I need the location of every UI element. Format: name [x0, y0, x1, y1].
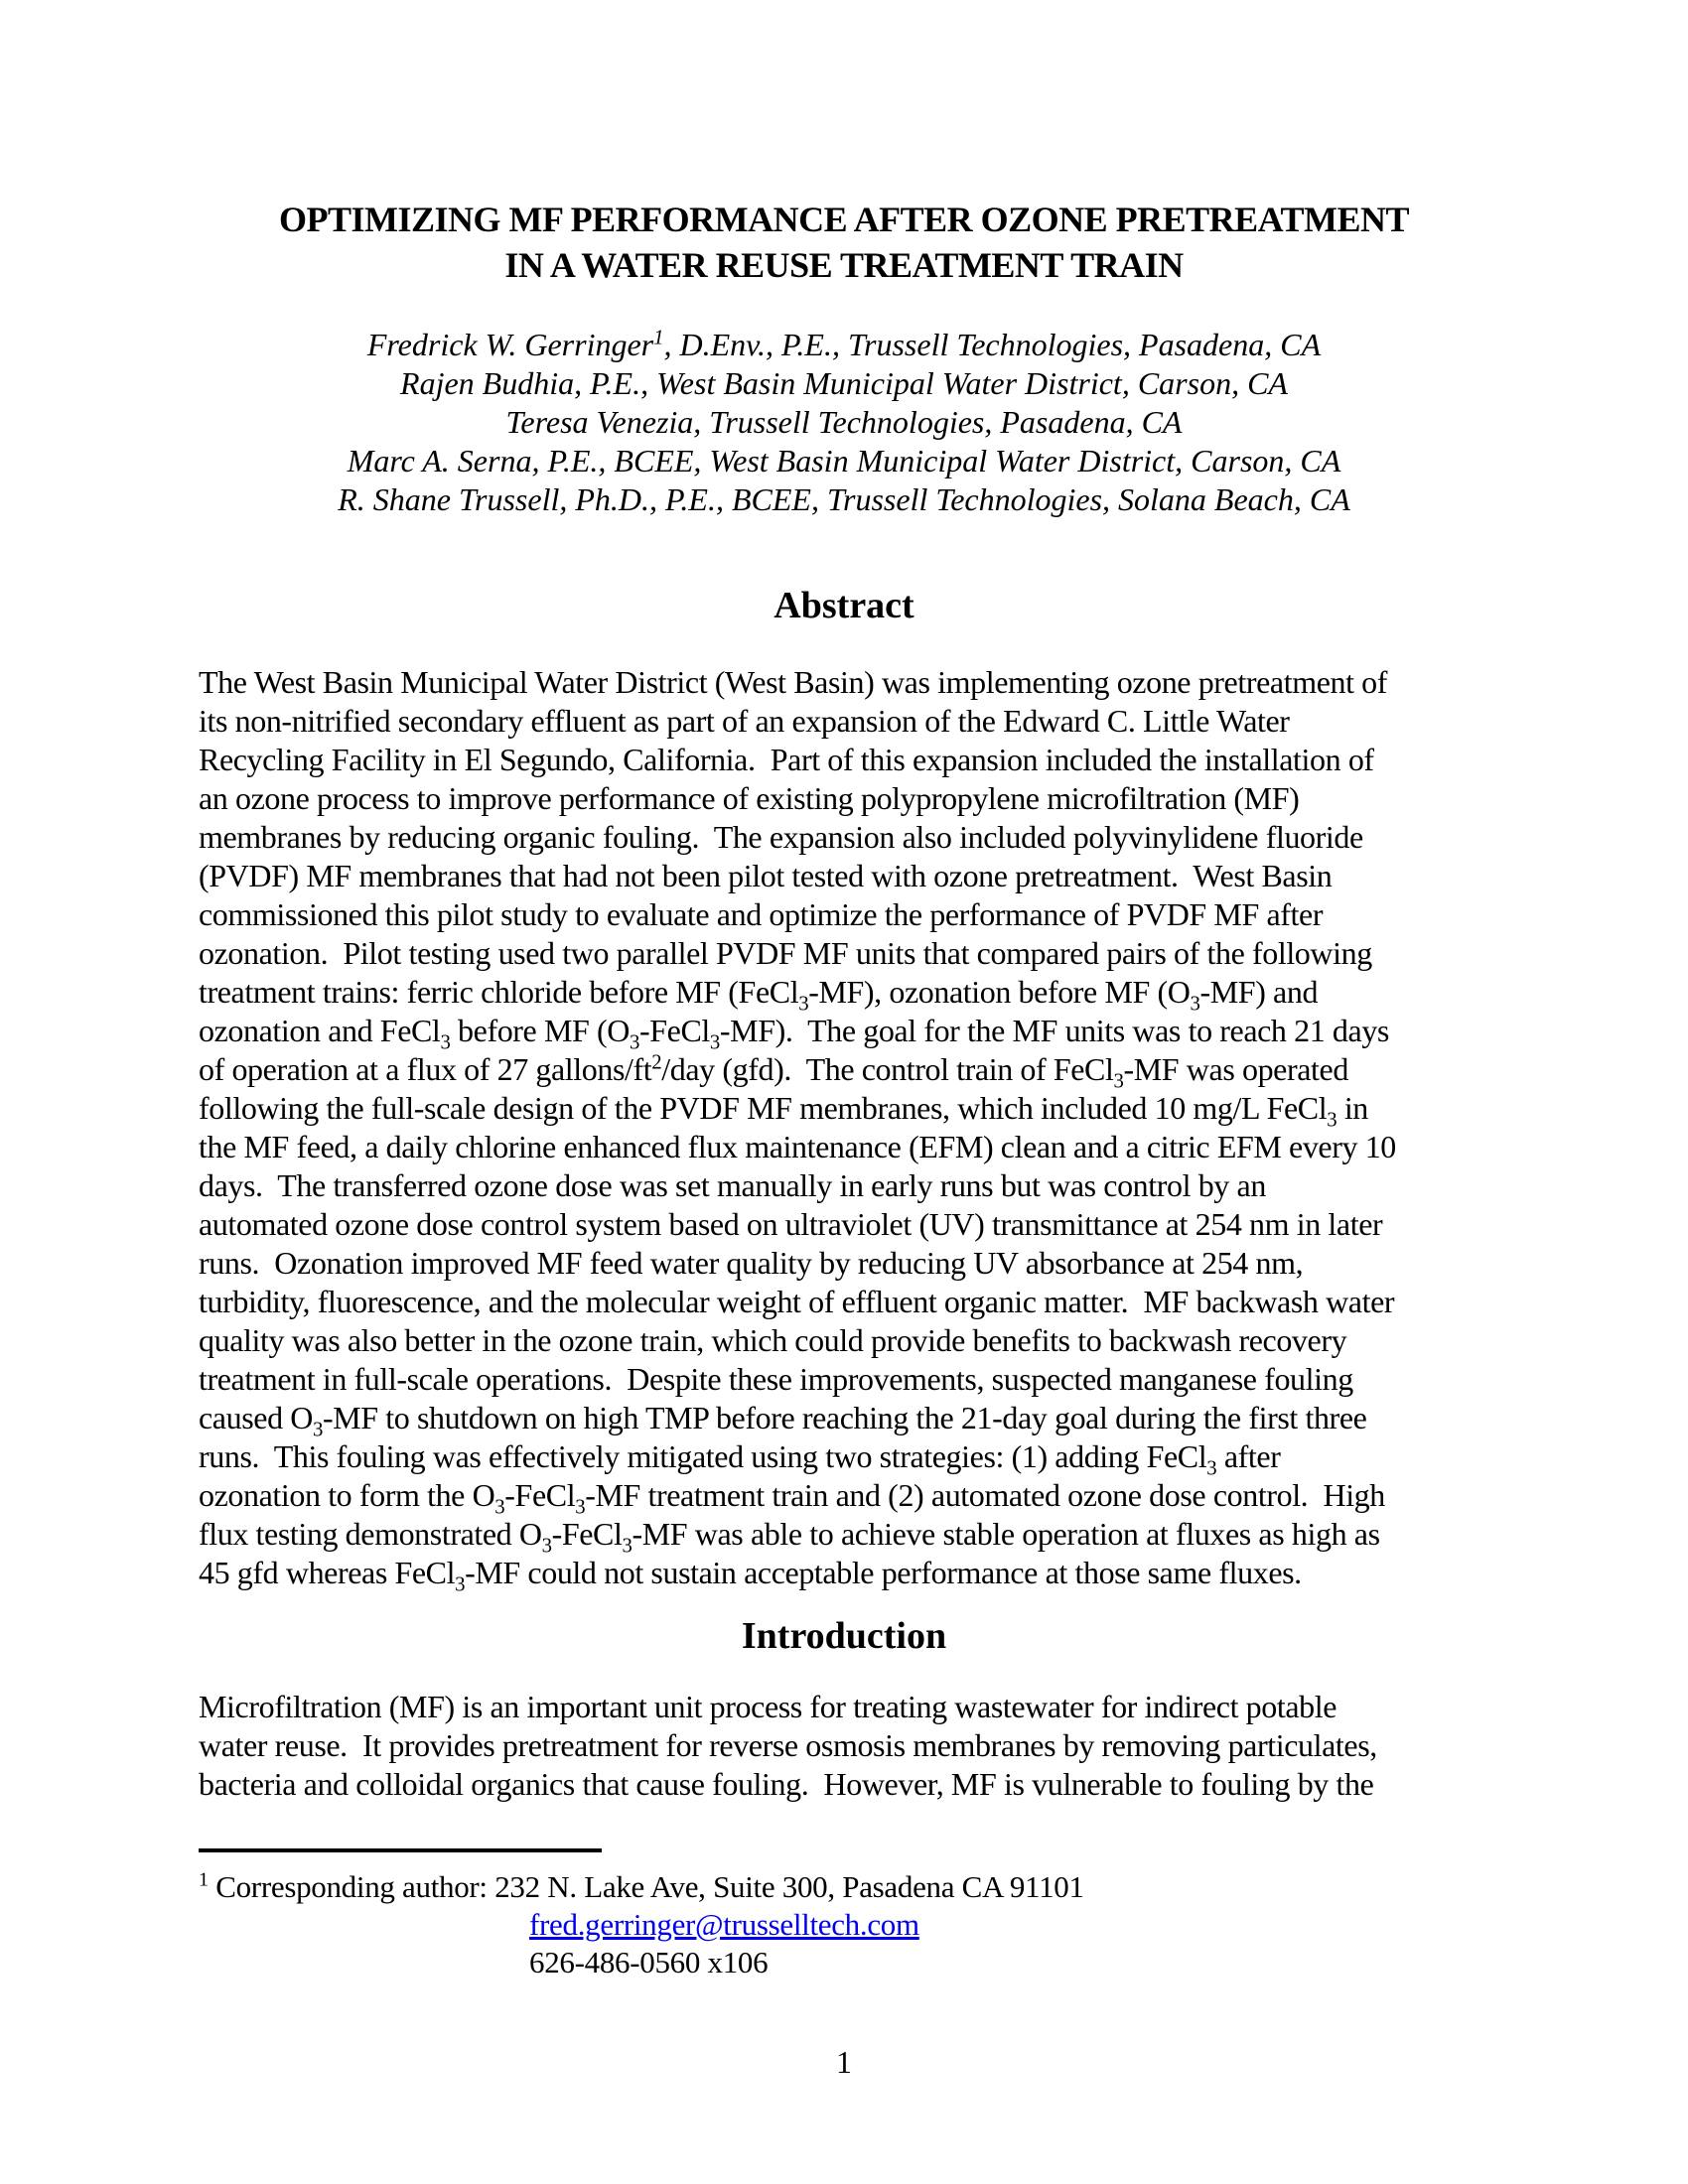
footnote-separator-rule [199, 1848, 602, 1852]
abstract-line: runs. Ozonation improved MF feed water quality by reducing UV absorbance at 254 nm, [199, 1245, 1304, 1281]
abstract-line: of operation at a flux of 27 gallons/$ft^2$/day (gfd). The control train of FeCl$_3$-MF was operated [199, 1050, 1348, 1093]
abstract-line: 45 gfd whereas FeCl$_3$-MF could not sustain acceptable performance at those same fluxes. [199, 1555, 1302, 1596]
author-block [199, 326, 1489, 519]
introduction-line: bacteria and colloidal organics that cause fouling. However, MF is vulnerable to fouling by the [199, 1766, 1374, 1802]
abstract-line: quality was also better in the ozone train, which could provide benefits to backwash recovery [199, 1322, 1347, 1358]
introduction-line: water reuse. It provides pretreatment for reverse osmosis membranes by removing particulates, [199, 1727, 1377, 1763]
introduction-heading: Introduction [741, 1615, 947, 1657]
abstract-line: membranes by reducing organic fouling. The expansion also included polyvinylidene fluoride [199, 819, 1363, 855]
footnote-phone: 626-486-0560 x106 [529, 1945, 769, 1979]
abstract-line: automated ozone dose control system based on ultraviolet (UV) transmittance at 254 nm in later [199, 1206, 1383, 1242]
abstract-line: flux testing demonstrated $O_3-FeCl_3-MF$ was able to achieve stable operation at fluxes as high as [199, 1516, 1380, 1558]
abstract-line: an ozone process to improve performance of existing polypropylene microfiltration (MF) [199, 780, 1300, 816]
author-line: Marc A. Serna, P.E., BCEE, West Basin Municipal Water District, Carson, CA [347, 443, 1341, 478]
abstract-paragraph [199, 663, 1489, 1596]
abstract-line: its non-nitrified secondary effluent as part of an expansion of the Edward C. Little Water [199, 703, 1290, 739]
introduction-paragraph [199, 1688, 1489, 1804]
abstract-line: the MF feed, a daily chlorine enhanced flux maintenance (EFM) clean and a citric EFM every 10 [199, 1129, 1396, 1164]
abstract-line: caused $O_3-MF$ to shutdown on high TMP before reaching the 21-day goal during the first three [199, 1400, 1367, 1441]
abstract-line: treatment trains: ferric chloride before MF (FeCl$_3$-MF), ozonation before MF $(O_3-MF)$ and [199, 974, 1319, 1016]
abstract-line: turbidity, fluorescence, and the molecular weight of effluent organic matter. MF backwash water [199, 1284, 1395, 1319]
footnote [199, 1868, 1489, 1981]
paper-title-line-2: IN A WATER REUSE TREATMENT TRAIN [504, 245, 1184, 285]
abstract-line: ozonation. Pilot testing used two parallel PVDF MF units that compared pairs of the following [199, 935, 1372, 971]
abstract-line: following the full-scale design of the PVDF MF membranes, which included 10 mg/L FeCl$_3$ in [199, 1090, 1368, 1132]
abstract-line: ozonation to form the $O_3-FeCl_3-MF$ treatment train and (2) automated ozone dose control. High [199, 1477, 1385, 1519]
author-line: R. Shane Trussell, Ph.D., P.E., BCEE, Trussell Technologies, Solana Beach, CA [338, 481, 1350, 517]
abstract-line: commissioned this pilot study to evaluate and optimize the performance of PVDF MF after [199, 896, 1324, 932]
paper-title [199, 197, 1489, 288]
footnote-corresponding-author: $^1$ Corresponding author: 232 N. Lake Ave, Suite 300, Pasadena CA 91101 [199, 1868, 1084, 1904]
abstract-heading: Abstract [774, 585, 914, 626]
page-number: 1 [836, 2044, 852, 2080]
abstract-line: (PVDF) MF membranes that had not been pilot tested with ozone pretreatment. West Basin [199, 858, 1333, 893]
abstract-line: runs. This fouling was effectively mitigated using two strategies: (1) adding FeCl$_3$ after [199, 1438, 1281, 1480]
abstract-line: Recycling Facility in El Segundo, California. Part of this expansion included the installation of [199, 742, 1374, 777]
introduction-line: Microfiltration (MF) is an important unit process for treating wastewater for indirect potable [199, 1689, 1337, 1724]
author-line: Rajen Budhia, P.E., West Basin Municipal Water District, Carson, CA [400, 365, 1288, 401]
email-link[interactable]: fred.gerringer@trusselltech.com [529, 1907, 919, 1942]
abstract-line: treatment in full-scale operations. Despite these improvements, suspected manganese fouling [199, 1361, 1353, 1397]
author-line: Teresa Venezia, Trussell Technologies, Pasadena, CA [505, 404, 1183, 440]
footnote-email-row [199, 1906, 1489, 1944]
paper-title-line-1: OPTIMIZING MF PERFORMANCE AFTER OZONE PRETREATMENT [278, 200, 1410, 239]
abstract-line: The West Basin Municipal Water District (West Basin) was implementing ozone pretreatment of [199, 664, 1388, 700]
author-line: Fredrick W. Gerringer$^1$, D.Env., P.E., Trussell Technologies, Pasadena, CA [366, 326, 1322, 362]
abstract-line: ozonation and FeCl$_3$ before MF $(O_3-FeCl_3-MF)$. The goal for the MF units was to reach 21 days [199, 1013, 1389, 1054]
abstract-line: days. The transferred ozone dose was set manually in early runs but was control by an [199, 1167, 1266, 1203]
